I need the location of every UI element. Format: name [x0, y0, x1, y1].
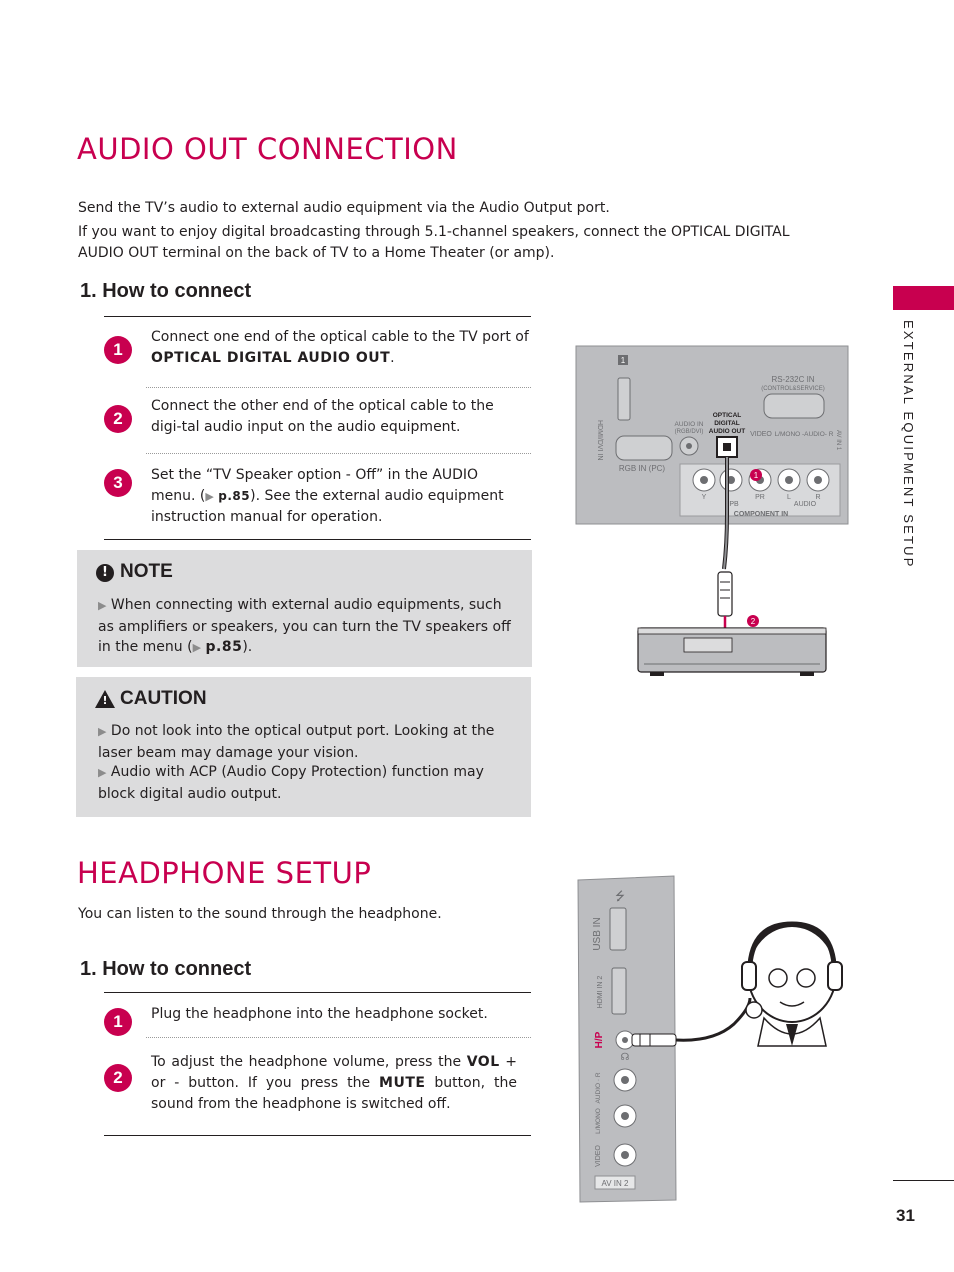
- audio-lr-label: L/MONO -AUDIO- R: [774, 431, 834, 438]
- av-in-1-label: AV IN 1: [835, 430, 841, 451]
- audio-out-how-to-heading: 1. How to connect: [80, 280, 252, 302]
- step-divider: [146, 387, 531, 388]
- step-number-2: 2: [104, 1064, 132, 1092]
- hdmi-number-label: 1: [620, 356, 626, 365]
- l-label: L: [787, 494, 791, 501]
- step-number-3: 3: [104, 469, 132, 497]
- warning-icon-mark: !: [102, 694, 108, 707]
- step-number-2: 2: [104, 405, 132, 433]
- pb-label: PB: [729, 501, 739, 508]
- mute-button-name: MUTE: [379, 1075, 426, 1091]
- marker-2: 2: [750, 617, 756, 626]
- page-ref: p.85: [218, 489, 251, 503]
- usb-in-label: USB IN: [592, 917, 603, 951]
- headphone-how-to-heading: 1. How to connect: [80, 958, 252, 980]
- person-with-headphones-illustration: [742, 924, 842, 1046]
- tv-back-panel-diagram: [574, 344, 854, 684]
- audio-in-sub-label: (RGB/DVI): [674, 429, 704, 435]
- page-ref: p.85: [205, 639, 243, 655]
- component-in-label: COMPONENT IN: [733, 511, 789, 518]
- headphone-step-2-text: To adjust the headphone volume, press the VOL + or - button. If you press the MUTE button, the sound from the headphone is switched off.: [151, 1054, 517, 1112]
- note-icon: !: [96, 564, 114, 582]
- audio-out-intro-2: If you want to enjoy digital broadcasting through 5.1-channel speakers, connect the OPTICAL DIGITAL AUDIO OUT terminal on the back of TV to a Home Theater (or amp).: [78, 224, 790, 261]
- section-label: EXTERNAL EQUIPMENT SETUP: [901, 320, 916, 569]
- hdmi-dvi-in-label: HDMI/DVI IN: [596, 420, 603, 461]
- audio-low-label: AUDIO: [793, 501, 817, 508]
- page-number-rule: [893, 1180, 954, 1181]
- page-number: 31: [896, 1206, 915, 1225]
- note-text: ▶ When connecting with external audio equipments, such as amplifiers or speakers, you can turn the TV speakers off in the menu (▶ p.85).: [98, 597, 511, 655]
- headphone-icon: ☊: [620, 1052, 630, 1063]
- audio-out-title: AUDIO OUT CONNECTION: [77, 132, 458, 166]
- headphone-step-1-text: Plug the headphone into the headphone socket.: [151, 1006, 488, 1022]
- heading-rule: [104, 992, 531, 993]
- av-in-2-label: AV IN 2: [601, 1179, 629, 1188]
- optical-label-1: OPTICAL: [712, 412, 742, 419]
- caution-item-1: ▶ Do not look into the optical output port. Looking at the laser beam may damage your vision.: [98, 723, 495, 761]
- audio-step-1-text: Connect one end of the optical cable to the TV port of OPTICAL DIGITAL AUDIO OUT.: [151, 329, 529, 366]
- optical-label-2: DIGITAL: [714, 420, 740, 427]
- y-label: Y: [701, 494, 707, 501]
- l-mono-label: L/MONO: [595, 1108, 602, 1134]
- vol-button-name: VOL: [466, 1054, 500, 1070]
- audio-out-intro-1: Send the TV’s audio to external audio equipment via the Audio Output port.: [78, 200, 610, 216]
- audio-r-label: AUDIO · R: [595, 1072, 602, 1104]
- step-number-1: 1: [104, 336, 132, 364]
- steps-end-rule: [104, 539, 531, 540]
- rgb-in-label: RGB IN (PC): [618, 464, 666, 473]
- headphone-panel-diagram: [574, 874, 874, 1206]
- audio-in-label: AUDIO IN: [674, 421, 704, 428]
- hp-label: H/P: [594, 1031, 605, 1049]
- steps-end-rule: [104, 1135, 531, 1136]
- step-divider: [146, 453, 531, 454]
- pr-label: PR: [755, 494, 765, 501]
- headphone-title: HEADPHONE SETUP: [77, 856, 372, 890]
- optical-port-name: OPTICAL DIGITAL AUDIO OUT: [151, 350, 391, 366]
- usb-icon: ⭍: [615, 889, 625, 903]
- r-label: R: [815, 494, 821, 501]
- hdmi-in-2-label: HDMI IN 2: [597, 975, 604, 1009]
- rs232-sub-label: (CONTROL&SERVICE): [761, 386, 825, 392]
- rs232-label: RS-232C IN: [771, 375, 815, 384]
- note-heading: NOTE: [120, 561, 173, 582]
- caution-heading: CAUTION: [120, 688, 207, 709]
- step-divider: [146, 1037, 531, 1038]
- video-label: VIDEO: [595, 1145, 602, 1167]
- marker-1: 1: [753, 471, 759, 480]
- video-label: VIDEO: [750, 431, 772, 438]
- audio-step-3-text: Set the “TV Speaker option - Off” in the AUDIO menu. (▶ p.85). See the external audio equipment instruction manual for operation.: [151, 467, 504, 525]
- optical-label-3: AUDIO OUT: [708, 428, 746, 435]
- step-number-1: 1: [104, 1008, 132, 1036]
- section-tab-marker: [893, 286, 954, 310]
- caution-item-2: ▶ Audio with ACP (Audio Copy Protection) function may block digital audio output.: [98, 764, 484, 802]
- audio-step-2-text: Connect the other end of the optical cable to the digi-tal audio input on the audio equipment.: [151, 398, 494, 435]
- heading-rule: [104, 316, 531, 317]
- headphone-intro: You can listen to the sound through the headphone.: [78, 906, 442, 922]
